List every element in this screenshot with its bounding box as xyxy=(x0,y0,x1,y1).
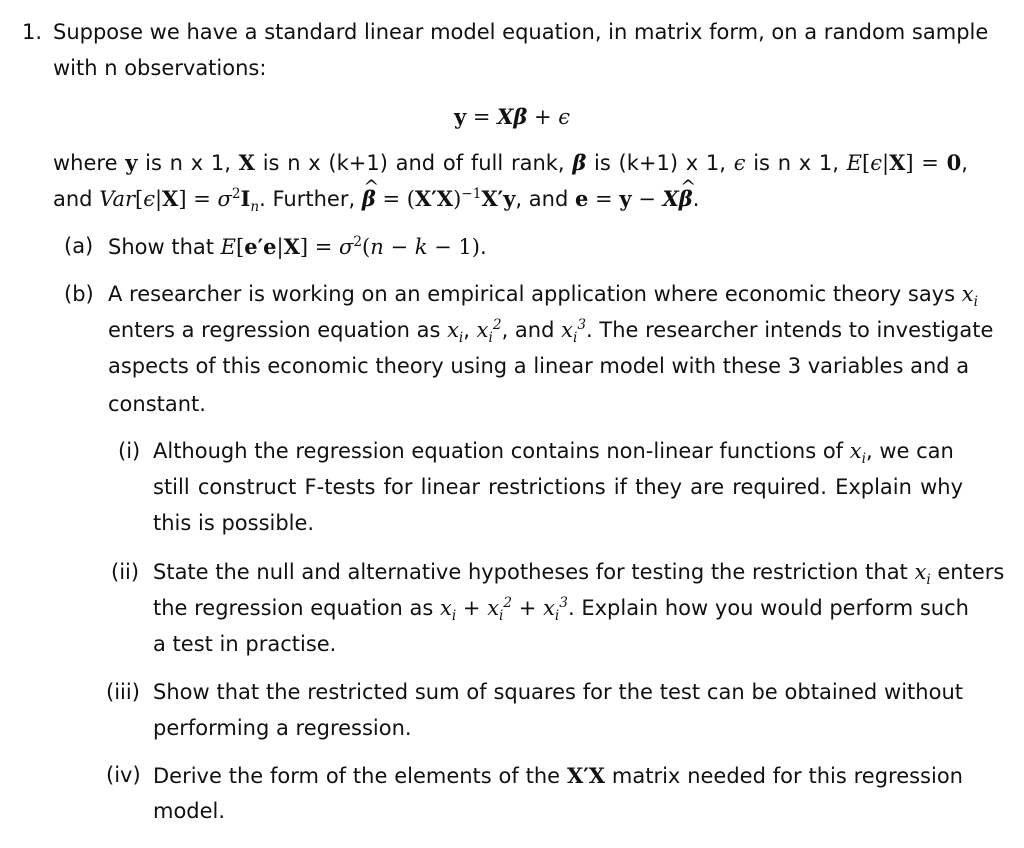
sub-ii-line-2: the regression equation as $x_i + x_i^2 + x_i^3$. Explain how you would perform such xyxy=(153,595,969,625)
and-text: and xyxy=(53,187,93,211)
part-b-l2b: and xyxy=(514,318,555,342)
question-number: 1. xyxy=(22,20,43,44)
part-b-l2c: The researcher intends to investigate xyxy=(599,318,994,342)
sub-ii-label: (ii) xyxy=(111,560,140,584)
and-e-text: and xyxy=(528,187,569,211)
sub-ii-line-3: a test in practise. xyxy=(153,632,337,656)
where-line: where y is n x 1, X is n x (k+1) and of full rank, β is (k+1) x 1, ϵ is n x 1, E[ϵ|X] = 0, xyxy=(53,150,968,175)
sub-i-line-2: still construct F-tests for linear restrictions if they are required. Explain why xyxy=(153,475,963,499)
part-a-text: Show that $E[e'e|X] = \sigma^2(n - k - 1)$. xyxy=(108,234,487,259)
part-b-l1: A researcher is working on an empirical application where economic theory says xyxy=(108,282,956,306)
sub-ii-l1: State the null and alternative hypotheses for testing the restriction that xyxy=(153,560,908,584)
sub-i-line-1: Although the regression equation contains non-linear functions of $x_i$, we can xyxy=(153,439,954,468)
part-b-label: (b) xyxy=(64,282,94,306)
intro-line-1: Suppose we have a standard linear model equation, in matrix form, on a random sample xyxy=(53,20,989,44)
further-text: Further, xyxy=(272,187,356,211)
x-dim: is n x (k+1) and of full rank, xyxy=(262,151,565,175)
intro-line-2: with n observations: xyxy=(53,56,267,80)
part-b-line-3: aspects of this economic theory using a linear model with these 3 variables and a xyxy=(108,354,970,378)
sub-iii-line-2: performing a regression. xyxy=(153,716,412,740)
part-b-line-2: enters a regression equation as $x_i$, $x_i^2$, and $x_i^3$. The researcher intends to investigate xyxy=(108,317,994,347)
variance-line: and $Var[\epsilon|X] = \sigma^2I_n$. Further, ^ $\beta = (X'X)^{-1}X'y$, and e = y − X^ β. xyxy=(53,188,699,210)
sub-ii-l1b: enters xyxy=(937,560,1005,584)
sub-i-l1b: we can xyxy=(879,439,954,463)
sub-iv-line-2: model. xyxy=(153,799,226,823)
y-dim: is n x 1, xyxy=(145,151,231,175)
part-b-line-1: A researcher is working on an empirical application where economic theory says $x_i$ xyxy=(108,282,978,311)
sub-iv-line-1: Derive the form of the elements of the X′X matrix needed for this regression xyxy=(153,763,963,788)
sub-iv-l1b: matrix needed for this regression xyxy=(611,764,963,788)
sub-iii-line-1: Show that the restricted sum of squares for the test can be obtained without xyxy=(153,680,963,704)
sub-iv-l1a: Derive the form of the elements of the xyxy=(153,764,561,788)
part-a-show: Show that xyxy=(108,235,214,259)
sub-iii-label: (iii) xyxy=(106,680,140,704)
beta-dim: is (k+1) x 1, xyxy=(594,151,726,175)
part-b-l2a: enters a regression equation as xyxy=(108,318,441,342)
sub-i-label: (i) xyxy=(118,439,141,463)
sub-ii-l2b: Explain how you would perform such xyxy=(581,596,969,620)
part-b-line-4: constant. xyxy=(108,392,206,416)
part-a-label: (a) xyxy=(64,234,94,258)
eps-dim: is n x 1, xyxy=(753,151,839,175)
model-equation: y = Xβ + ϵ xyxy=(453,104,571,129)
sub-i-line-3: this is possible. xyxy=(153,511,315,535)
sub-iv-label: (iv) xyxy=(106,763,141,787)
sub-ii-line-1: State the null and alternative hypotheses for testing the restriction that $x_i$ enters xyxy=(153,560,1005,589)
where-text: where xyxy=(53,151,118,175)
sub-ii-l2a: the regression equation as xyxy=(153,596,434,620)
sub-i-l1: Although the regression equation contains non-linear functions of xyxy=(153,439,844,463)
